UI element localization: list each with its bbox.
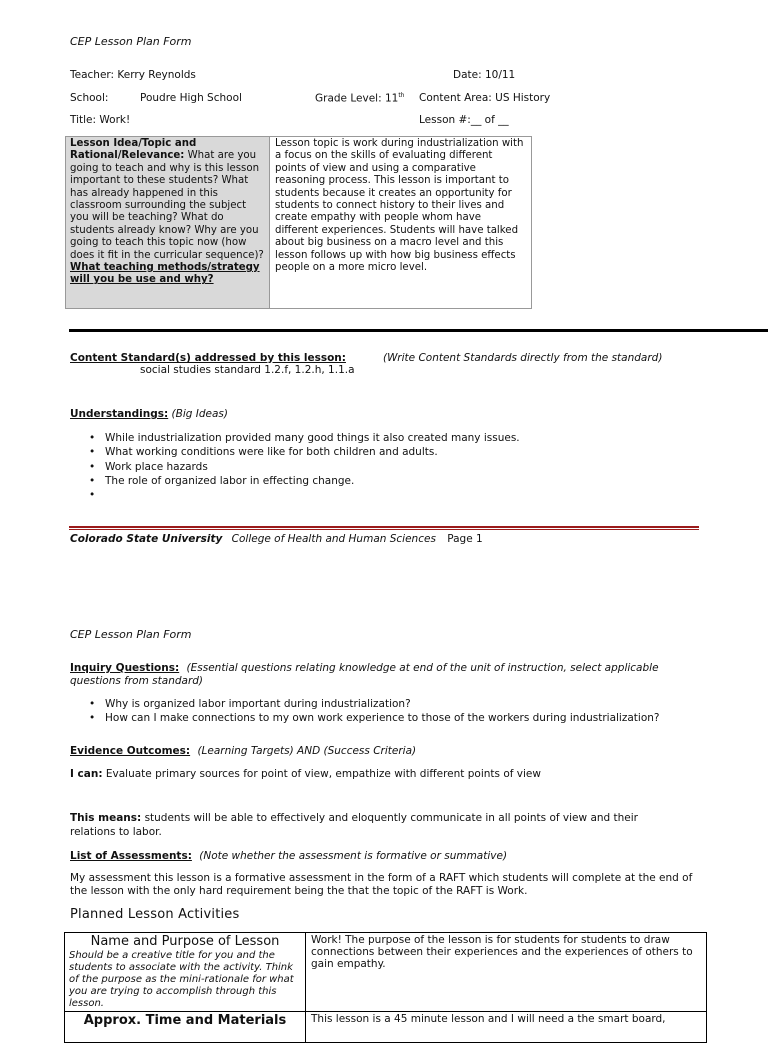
activities-table	[64, 932, 707, 1043]
standards-value: social studies standard 1.2.f, 1.2.h, 1.1.a	[140, 364, 355, 376]
assessments-label: List of Assessments:	[70, 850, 192, 862]
activities-title: Planned Lesson Activities	[70, 907, 240, 922]
means-line	[70, 811, 670, 839]
activity-prompt-cell	[65, 1012, 306, 1042]
topic-table	[65, 136, 532, 309]
ican-line	[70, 768, 541, 780]
standards-note: (Write Content Standards directly from the standard)	[383, 352, 663, 364]
footer-college: College of Health and Human Sciences	[231, 533, 436, 545]
form-title-2: CEP Lesson Plan Form	[70, 628, 192, 641]
topic-prompt-text: What are you going to teach and why is this lesson important to these students? What has already happened in this classroom surrounding the subject you will be teaching? What do students already know? Why are you going to teach this topic now (how does it fit in the curricular sequence)?	[70, 150, 264, 261]
standards-line	[70, 352, 346, 364]
grade-level: Grade Level: 11	[315, 92, 399, 105]
grade-sup: th	[398, 92, 405, 99]
list-item: • The role of organized labor in effecting change.	[70, 474, 720, 488]
activity-heading: Approx. Time and Materials	[83, 1013, 287, 1028]
footer-university: Colorado State University	[70, 533, 223, 545]
inquiry-note: (Essential questions relating knowledge at end of the unit of instruction, select applicable questions from standard)	[70, 662, 659, 687]
footer-rule-thin	[69, 529, 699, 530]
ican-label: I can:	[70, 768, 103, 780]
lesson-number-field: Lesson #:__ of __	[419, 114, 509, 126]
inquiry-list	[70, 697, 720, 726]
page-footer	[70, 533, 483, 545]
inquiry-line	[70, 662, 700, 688]
school-value: Poudre High School	[140, 92, 242, 104]
form-title: CEP Lesson Plan Form	[70, 35, 192, 48]
standards-label: Content Standard(s) addressed by this lesson:	[70, 352, 346, 364]
list-item: • Why is organized labor important during industrialization?	[70, 697, 720, 711]
section-divider	[69, 329, 768, 332]
school-label: School:	[70, 92, 109, 104]
evidence-note: (Learning Targets) AND (Success Criteria)	[197, 745, 417, 757]
understandings-label: Understandings:	[70, 408, 169, 420]
means-text: students will be able to effectively and eloquently communicate in all points of view and their relations to labor.	[70, 812, 638, 838]
topic-prompt-cell	[66, 137, 270, 308]
assessments-text: My assessment this lesson is a formative assessment in the form of a RAFT which students will complete at the end of the lesson with the only hard requirement being the that the topic of the RAFT is Work.	[70, 872, 693, 897]
content-area-field: Content Area: US History	[419, 92, 551, 104]
grade-level-field	[315, 92, 404, 105]
assessments-line	[70, 850, 507, 862]
assessments-note: (Note whether the assessment is formative or summative)	[199, 850, 508, 862]
teacher-field: Teacher: Kerry Reynolds	[70, 69, 196, 81]
topic-prompt-methods: What teaching methods/strategy will you be use and why?	[70, 262, 260, 286]
footer-page: Page 1	[447, 533, 483, 545]
understandings-list	[70, 431, 720, 502]
table-row	[65, 1012, 706, 1042]
date-field: Date: 10/11	[453, 69, 516, 81]
footer-rule	[69, 526, 699, 528]
understandings-line	[70, 408, 228, 420]
list-item	[70, 488, 720, 502]
evidence-line	[70, 745, 416, 757]
means-label: This means:	[70, 812, 142, 824]
activity-description: Should be a creative title for you and the students to associate with the activity. Think of the purpose as the mini-rationale for what you are trying to accomplish through this lesson.	[69, 950, 294, 1009]
activity-answer-cell: Work! The purpose of the lesson is for students for students to draw connections between their experiences and the experiences of others to gain empathy.	[311, 934, 693, 970]
table-row	[65, 933, 706, 1012]
title-field: Title: Work!	[70, 114, 131, 126]
activity-prompt-cell	[65, 933, 306, 1011]
list-item: • What working conditions were like for both children and adults.	[70, 445, 720, 459]
ican-text: Evaluate primary sources for point of view, empathize with different points of view	[105, 768, 541, 780]
evidence-label: Evidence Outcomes:	[70, 745, 191, 757]
activity-heading: Name and Purpose of Lesson	[90, 934, 280, 949]
topic-answer-cell: Lesson topic is work during industrialization with a focus on the skills of evaluating different points of view and using a comparative reasoning process. This lesson is important to students because it creates an opportunity for students to connect history to their lives and create empathy with people whom have different experiences. Students will have talked about big business on a macro level and this lesson follows up with how big business effects people on a more micro level.	[275, 138, 524, 274]
list-item: • While industrialization provided many good things it also created many issues.	[70, 431, 720, 445]
inquiry-label: Inquiry Questions:	[70, 662, 180, 674]
list-item: • How can I make connections to my own work experience to those of the workers during industrialization?	[70, 711, 720, 725]
list-item: • Work place hazards	[70, 460, 720, 474]
understandings-note: (Big Ideas)	[171, 408, 228, 420]
activity-answer-cell: This lesson is a 45 minute lesson and I will need a the smart board,	[311, 1013, 666, 1025]
topic-prompt-heading: Lesson Idea/Topic and Rational/Relevance:	[70, 138, 197, 162]
